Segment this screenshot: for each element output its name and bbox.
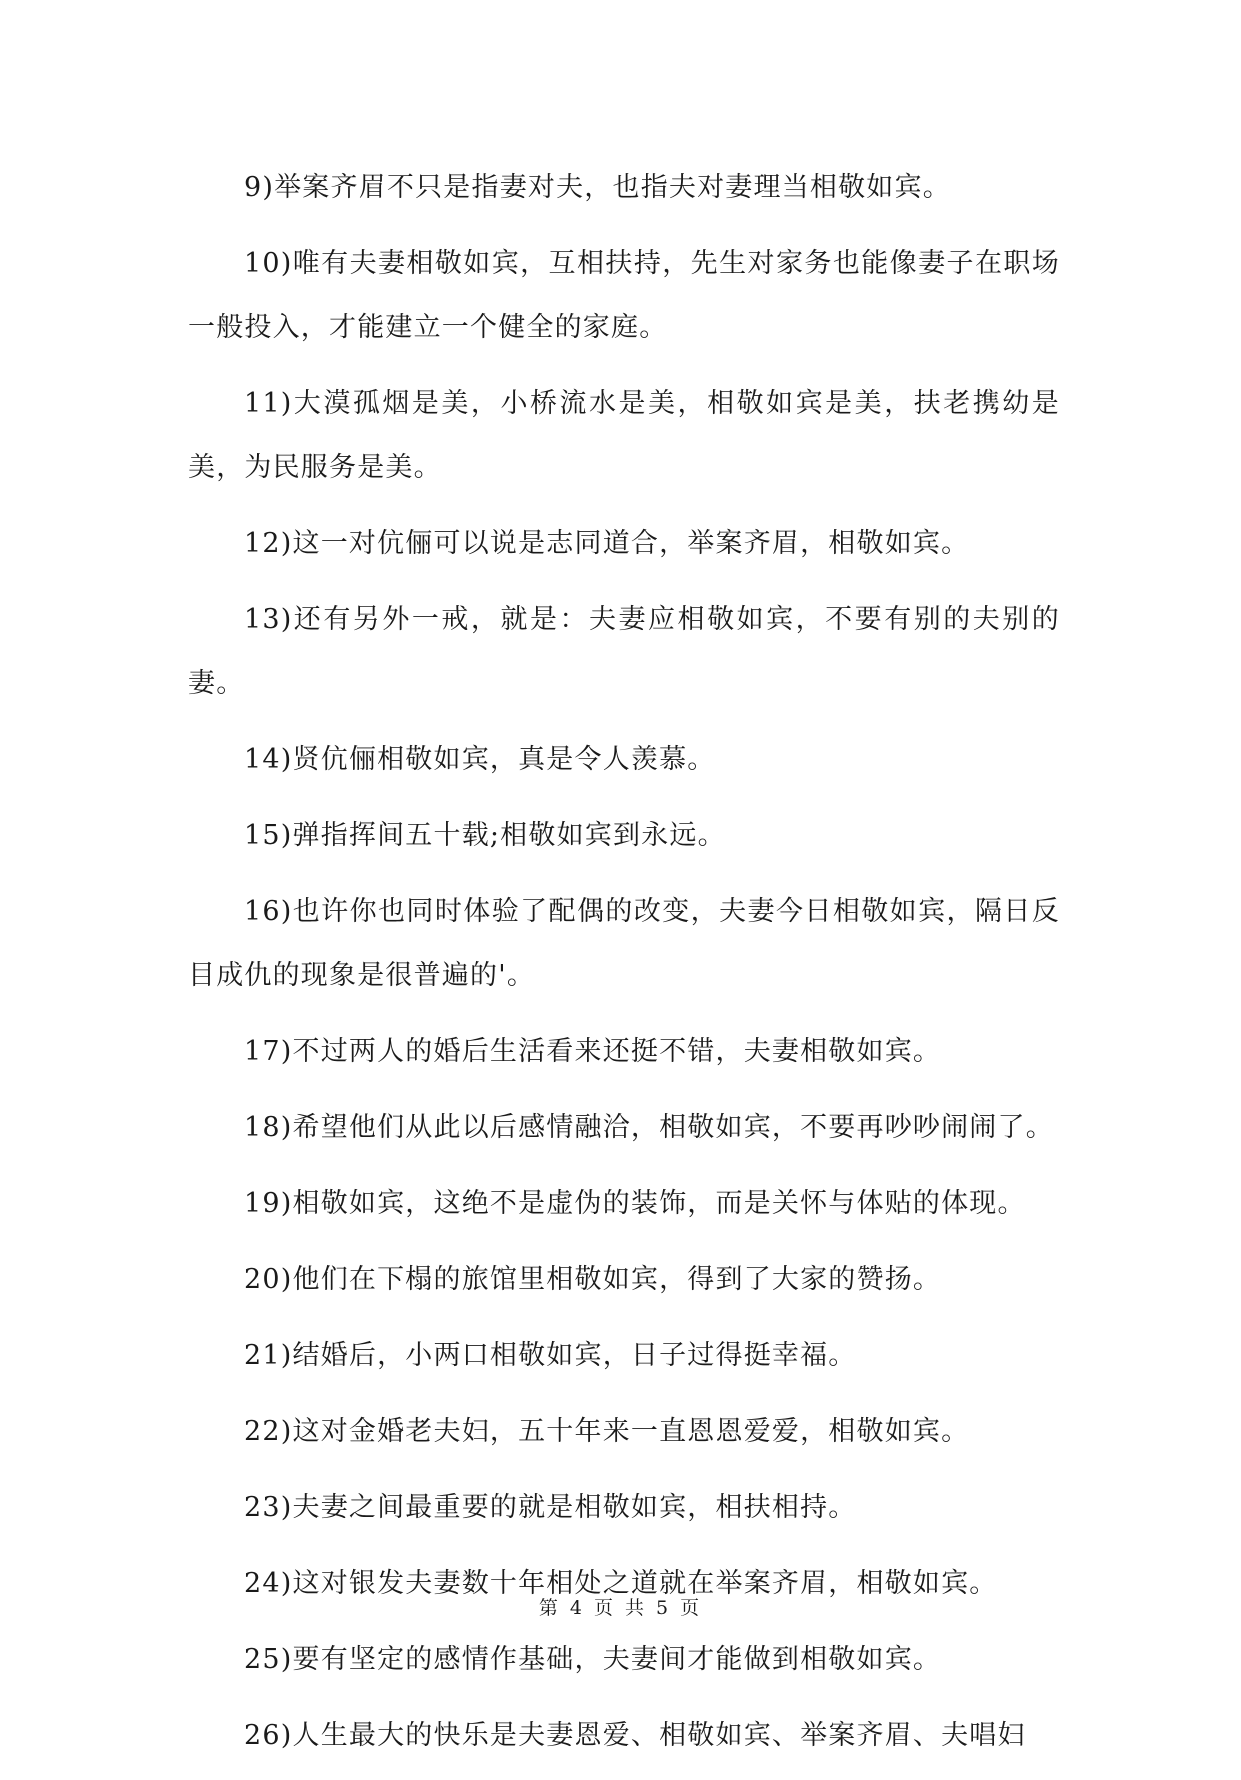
- paragraph-14: 14)贤伉俪相敬如宾，真是令人羡慕。: [244, 744, 716, 775]
- paragraph-19: 19)相敬如宾，这绝不是虚伪的装饰，而是关怀与体贴的体现。: [244, 1188, 1026, 1219]
- paragraph-12: 12)这一对伉俪可以说是志同道合，举案齐眉，相敬如宾。: [244, 528, 970, 559]
- page-footer: 第 4 页 共 5 页: [538, 1597, 703, 1619]
- paragraph-9: 9)举案齐眉不只是指妻对夫，也指夫对妻理当相敬如宾。: [244, 172, 951, 203]
- paragraph-26: 26)人生最大的快乐是夫妻恩爱、相敬如宾、举案齐眉、夫唱妇: [244, 1720, 1026, 1751]
- paragraph-21: 21)结婚后，小两口相敬如宾，日子过得挺幸福。: [244, 1340, 857, 1371]
- paragraph-15: 15)弹指挥间五十载;相敬如宾到永远。: [244, 820, 726, 851]
- paragraph-11: 11)大漠孤烟是美，小桥流水是美，相敬如宾是美，扶老携幼是美，为民服务是美。: [188, 388, 1060, 483]
- paragraph-23: 23)夫妻之间最重要的就是相敬如宾，相扶相持。: [244, 1492, 857, 1523]
- paragraph-20: 20)他们在下榻的旅馆里相敬如宾，得到了大家的赞扬。: [244, 1264, 942, 1295]
- paragraph-10: 10)唯有夫妻相敬如宾，互相扶持，先生对家务也能像妻子在职场一般投入，才能建立一个健全的家庭。: [188, 248, 1060, 343]
- paragraph-22: 22)这对金婚老夫妇，五十年来一直恩恩爱爱，相敬如宾。: [244, 1416, 970, 1447]
- paragraph-17: 17)不过两人的婚后生活看来还挺不错，夫妻相敬如宾。: [244, 1036, 942, 1067]
- paragraph-16: 16)也许你也同时体验了配偶的改变，夫妻今日相敬如宾，隔日反目成仇的现象是很普遍的'。: [188, 896, 1060, 991]
- paragraph-24: 24)这对银发夫妻数十年相处之道就在举案齐眉，相敬如宾。: [244, 1568, 998, 1599]
- paragraph-13: 13)还有另外一戒，就是：夫妻应相敬如宾，不要有别的夫别的妻。: [188, 604, 1060, 699]
- paragraph-18: 18)希望他们从此以后感情融洽，相敬如宾，不要再吵吵闹闹了。: [244, 1112, 1054, 1143]
- paragraph-25: 25)要有坚定的感情作基础，夫妻间才能做到相敬如宾。: [244, 1644, 942, 1675]
- document-body: [188, 156, 1060, 1780]
